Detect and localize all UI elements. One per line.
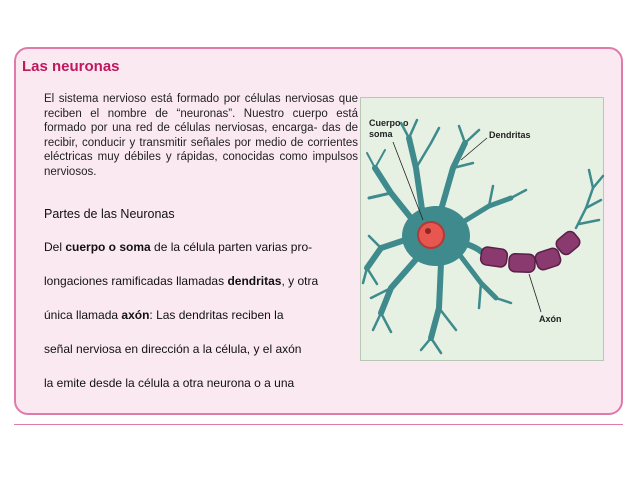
axon-terminals	[576, 170, 603, 228]
text-line-1: Del cuerpo o soma de la célula parten varias pro-	[44, 240, 313, 254]
intro-paragraph: El sistema nervioso está formado por células nerviosas que reciben el nombre de “neuronas”. Nuestro cuerpo está formado por una red de células nerviosas, encarga- das de recibir, conducir y transmitir señales por medio de corrientes eléctricas muy débiles y rápidas, conocidas como impulsos nerviosos.	[44, 93, 358, 178]
label-soma-line2: soma	[369, 129, 393, 139]
bottom-divider	[14, 424, 623, 425]
section-subtitle: Partes de las Neuronas	[44, 207, 175, 221]
nucleus	[418, 222, 444, 248]
nucleolus	[425, 228, 431, 234]
label-soma-line1: Cuerpo o	[369, 118, 409, 128]
text-line-5: la emite desde la célula a otra neurona o a una	[44, 376, 295, 390]
axon-segments	[480, 229, 582, 272]
neuron-illustration	[360, 97, 604, 361]
neuron-drawing	[361, 98, 605, 362]
page-title: Las neuronas	[22, 58, 120, 75]
text-line-4: señal nerviosa en dirección a la célula, y el axón	[44, 342, 302, 356]
text-line-3: única llamada axón: Las dendritas reciben la	[44, 308, 284, 322]
label-axon: Axón	[539, 314, 562, 324]
text-line-2: longaciones ramificadas llamadas dendritas, y otra	[44, 274, 319, 288]
label-dendrites: Dendritas	[489, 130, 531, 140]
